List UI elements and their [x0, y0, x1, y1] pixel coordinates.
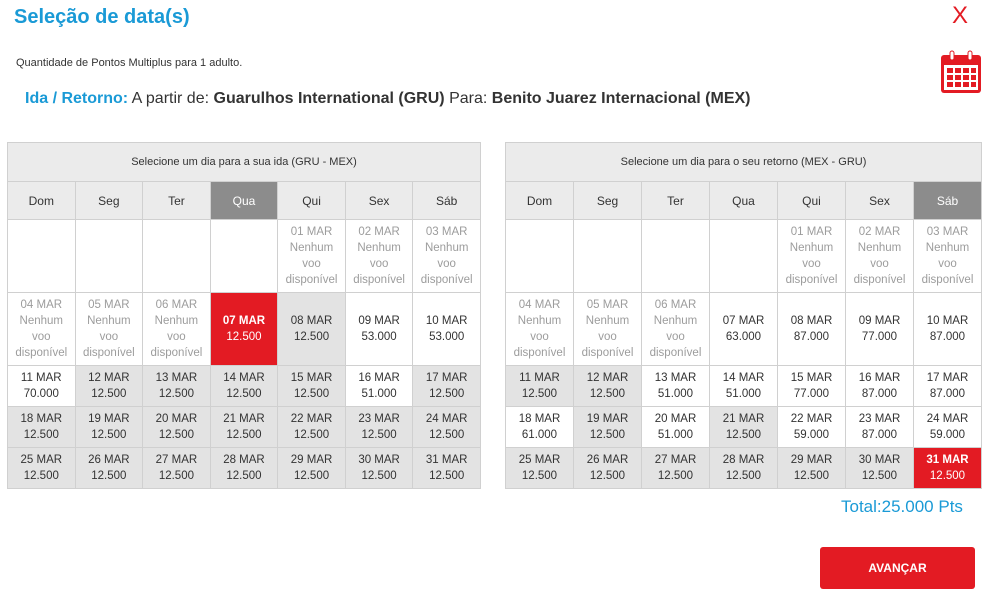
- day-points: 77.000: [793, 388, 830, 400]
- day-cell[interactable]: [846, 366, 914, 407]
- no-flight-text: voo: [369, 258, 389, 270]
- weekday-header: Sáb: [914, 182, 982, 220]
- day-cell[interactable]: [574, 407, 642, 448]
- weekday-header: Dom: [506, 182, 574, 220]
- route-info: [25, 90, 751, 108]
- day-date: 29 MAR: [290, 454, 333, 466]
- unavailable-day-cell: [846, 220, 914, 293]
- unavailable-day-cell: [278, 220, 346, 293]
- day-date: 11 MAR: [20, 372, 62, 384]
- day-cell[interactable]: [278, 448, 346, 489]
- day-date: 31 MAR: [425, 454, 468, 466]
- weekday-header: Ter: [642, 182, 710, 220]
- day-date: 10 MAR: [926, 315, 969, 327]
- day-date: 16 MAR: [358, 372, 400, 384]
- empty-day-cell: [710, 220, 778, 293]
- day-points: 12.500: [293, 429, 330, 441]
- weekday-header: Sex: [345, 182, 413, 220]
- day-date: 15 MAR: [290, 372, 333, 384]
- day-points: 51.000: [657, 388, 694, 400]
- day-date: 07 MAR: [222, 315, 266, 327]
- no-flight-text: disponível: [420, 274, 473, 286]
- day-date: 10 MAR: [425, 315, 468, 327]
- day-date: 23 MAR: [358, 413, 400, 425]
- day-date: 12 MAR: [88, 372, 130, 384]
- day-date: 30 MAR: [858, 454, 901, 466]
- day-cell[interactable]: [278, 293, 346, 366]
- day-cell[interactable]: [413, 407, 481, 448]
- weekday-header: Seg: [574, 182, 642, 220]
- weekday-header: Qua: [210, 182, 278, 220]
- no-flight-text: voo: [598, 331, 617, 343]
- unavailable-day-cell: [345, 220, 413, 293]
- no-flight-text: disponível: [150, 347, 203, 359]
- day-points: 59.000: [929, 429, 966, 441]
- day-points: 63.000: [725, 331, 762, 343]
- day-cell[interactable]: [846, 407, 914, 448]
- day-date: 08 MAR: [790, 315, 833, 327]
- day-date: 17 MAR: [425, 372, 468, 384]
- no-flight-text: voo: [437, 258, 456, 270]
- day-cell[interactable]: [143, 407, 211, 448]
- day-date: 02 MAR: [358, 226, 400, 238]
- day-points: 12.500: [23, 429, 59, 441]
- day-points: 12.500: [429, 470, 465, 482]
- day-cell[interactable]: [75, 407, 143, 448]
- empty-day-cell: [574, 220, 642, 293]
- no-flight-text: disponível: [82, 347, 135, 359]
- day-cell[interactable]: [914, 366, 982, 407]
- no-flight-text: voo: [32, 331, 51, 343]
- day-points: 87.000: [929, 331, 966, 343]
- day-date: 06 MAR: [155, 299, 198, 311]
- no-flight-text: voo: [99, 331, 119, 343]
- no-flight-text: disponível: [785, 274, 838, 286]
- day-cell[interactable]: [914, 293, 982, 366]
- day-date: 08 MAR: [290, 315, 333, 327]
- unavailable-day-cell: [143, 293, 211, 366]
- day-date: 27 MAR: [155, 454, 198, 466]
- day-date: 13 MAR: [155, 372, 198, 384]
- day-cell[interactable]: [210, 448, 278, 489]
- day-points: 77.000: [861, 331, 898, 343]
- weekday-header: Qua: [710, 182, 778, 220]
- no-flight-text: disponível: [353, 274, 405, 286]
- day-cell[interactable]: [413, 448, 481, 489]
- day-points: 12.500: [657, 470, 694, 482]
- no-flight-text: disponível: [921, 274, 974, 286]
- day-date: 21 MAR: [223, 413, 265, 425]
- day-date: 17 MAR: [926, 372, 969, 384]
- day-cell[interactable]: [778, 366, 846, 407]
- day-date: 09 MAR: [358, 315, 400, 327]
- day-points: 12.500: [429, 388, 465, 400]
- day-points: 12.500: [589, 470, 626, 482]
- day-points: 87.000: [793, 331, 830, 343]
- day-points: 59.000: [793, 429, 830, 441]
- day-date: 18 MAR: [518, 413, 561, 425]
- no-flight-text: Nenhum: [87, 315, 131, 327]
- day-date: 04 MAR: [518, 299, 561, 311]
- day-cell[interactable]: [710, 366, 778, 407]
- day-points: 12.500: [793, 470, 830, 482]
- day-date: 05 MAR: [88, 299, 130, 311]
- day-date: 14 MAR: [722, 372, 765, 384]
- day-points: 12.500: [589, 388, 626, 400]
- day-cell[interactable]: [710, 448, 778, 489]
- no-flight-text: voo: [530, 331, 549, 343]
- day-date: 25 MAR: [518, 454, 561, 466]
- day-points: 87.000: [861, 429, 898, 441]
- day-points: 51.000: [725, 388, 762, 400]
- day-points: 12.500: [725, 470, 762, 482]
- no-flight-text: disponível: [649, 347, 702, 359]
- page-title: Seleção de data(s): [14, 6, 190, 28]
- day-points: 12.500: [23, 470, 59, 482]
- day-points: 51.000: [361, 388, 397, 400]
- to-label: Para:: [449, 90, 488, 107]
- total-points: Total:25.000 Pts: [841, 497, 963, 516]
- no-flight-text: voo: [938, 258, 957, 270]
- empty-day-cell: [506, 220, 574, 293]
- no-flight-text: Nenhum: [424, 242, 469, 254]
- day-points: 12.500: [158, 470, 194, 482]
- no-flight-text: Nenhum: [517, 315, 562, 327]
- day-cell[interactable]: [506, 448, 574, 489]
- day-date: 03 MAR: [425, 226, 468, 238]
- day-cell[interactable]: [778, 293, 846, 366]
- day-date: 07 MAR: [722, 315, 765, 327]
- selected-day-cell[interactable]: [210, 293, 278, 366]
- day-date: 24 MAR: [926, 413, 969, 425]
- empty-day-cell: [8, 220, 76, 293]
- day-cell[interactable]: [914, 407, 982, 448]
- no-flight-text: disponível: [15, 347, 68, 359]
- day-cell[interactable]: [506, 407, 574, 448]
- day-cell[interactable]: [413, 366, 481, 407]
- weekday-header: Ter: [143, 182, 211, 220]
- weekday-header: Qui: [778, 182, 846, 220]
- day-cell[interactable]: [75, 366, 143, 407]
- day-points: 12.500: [158, 429, 194, 441]
- day-date: 26 MAR: [88, 454, 130, 466]
- day-points: 51.000: [657, 429, 694, 441]
- day-date: 16 MAR: [858, 372, 901, 384]
- day-date: 11 MAR: [519, 372, 560, 384]
- day-points: 12.500: [725, 429, 762, 441]
- calendar-title: Selecione um dia para o seu retorno (MEX - GRU): [506, 143, 982, 182]
- day-points: 12.500: [226, 331, 262, 343]
- day-date: 06 MAR: [654, 299, 697, 311]
- day-points: 12.500: [521, 388, 558, 400]
- day-cell[interactable]: [778, 407, 846, 448]
- no-flight-text: voo: [870, 258, 889, 270]
- weekday-header: Sáb: [413, 182, 481, 220]
- empty-day-cell: [75, 220, 143, 293]
- day-cell[interactable]: [778, 448, 846, 489]
- weekday-header: Qui: [278, 182, 346, 220]
- day-cell[interactable]: [143, 448, 211, 489]
- unavailable-day-cell: [8, 293, 76, 366]
- day-points: 12.500: [226, 388, 262, 400]
- empty-day-cell: [642, 220, 710, 293]
- day-cell[interactable]: [8, 366, 76, 407]
- day-points: 12.500: [429, 429, 465, 441]
- day-date: 09 MAR: [858, 315, 901, 327]
- empty-day-cell: [143, 220, 211, 293]
- unavailable-day-cell: [778, 220, 846, 293]
- unavailable-day-cell: [642, 293, 710, 366]
- day-points: 12.500: [91, 388, 127, 400]
- no-flight-text: Nenhum: [925, 242, 970, 254]
- no-flight-text: disponível: [853, 274, 906, 286]
- day-date: 02 MAR: [858, 226, 901, 238]
- day-date: 15 MAR: [790, 372, 833, 384]
- day-date: 24 MAR: [425, 413, 468, 425]
- day-points: 53.000: [361, 331, 397, 343]
- no-flight-text: Nenhum: [585, 315, 630, 327]
- day-points: 12.500: [589, 429, 626, 441]
- day-date: 30 MAR: [358, 454, 400, 466]
- unavailable-day-cell: [413, 220, 481, 293]
- day-date: 31 MAR: [926, 454, 969, 466]
- day-points: 12.500: [158, 388, 194, 400]
- from-label: A partir de:: [131, 90, 210, 107]
- destination-airport: Benito Juarez Internacional (MEX): [491, 90, 751, 107]
- route-label: Ida / Retorno:: [25, 90, 129, 107]
- weekday-header: Seg: [75, 182, 143, 220]
- day-points: 12.500: [293, 331, 330, 343]
- weekday-header: Dom: [8, 182, 76, 220]
- unavailable-day-cell: [914, 220, 982, 293]
- unavailable-day-cell: [75, 293, 143, 366]
- day-date: 01 MAR: [790, 226, 833, 238]
- no-flight-text: voo: [802, 258, 821, 270]
- empty-day-cell: [210, 220, 278, 293]
- day-date: 20 MAR: [155, 413, 198, 425]
- unavailable-day-cell: [574, 293, 642, 366]
- day-cell[interactable]: [345, 366, 413, 407]
- no-flight-text: disponível: [285, 274, 338, 286]
- points-subtitle: Quantidade de Pontos Multiplus para 1 adulto.: [16, 57, 243, 69]
- day-cell[interactable]: [710, 293, 778, 366]
- return-calendar: [505, 142, 982, 489]
- no-flight-text: Nenhum: [357, 242, 401, 254]
- day-cell[interactable]: [75, 448, 143, 489]
- day-cell[interactable]: [8, 448, 76, 489]
- day-date: 29 MAR: [790, 454, 833, 466]
- day-points: 12.500: [929, 470, 966, 482]
- day-date: 26 MAR: [586, 454, 629, 466]
- day-date: 05 MAR: [586, 299, 629, 311]
- day-cell[interactable]: [574, 448, 642, 489]
- day-cell[interactable]: [642, 407, 710, 448]
- day-points: 12.500: [293, 470, 330, 482]
- day-points: 53.000: [429, 331, 465, 343]
- calendar-icon[interactable]: [940, 50, 982, 94]
- day-date: 25 MAR: [20, 454, 63, 466]
- day-points: 70.000: [23, 388, 59, 400]
- day-points: 87.000: [929, 388, 966, 400]
- day-cell[interactable]: [345, 293, 413, 366]
- no-flight-text: voo: [302, 258, 321, 270]
- close-icon[interactable]: X: [952, 2, 969, 29]
- no-flight-text: Nenhum: [154, 315, 199, 327]
- day-date: 14 MAR: [223, 372, 265, 384]
- outbound-calendar: [7, 142, 481, 489]
- day-points: 12.500: [91, 429, 127, 441]
- day-points: 87.000: [861, 388, 898, 400]
- origin-airport: Guarulhos International (GRU): [213, 90, 445, 107]
- day-date: 22 MAR: [790, 413, 833, 425]
- day-date: 19 MAR: [586, 413, 629, 425]
- day-points: 12.500: [226, 429, 262, 441]
- day-cell[interactable]: [846, 293, 914, 366]
- day-points: 12.500: [361, 470, 397, 482]
- day-points: 12.500: [361, 429, 397, 441]
- day-cell[interactable]: [143, 366, 211, 407]
- no-flight-text: Nenhum: [789, 242, 834, 254]
- day-cell[interactable]: [345, 448, 413, 489]
- day-cell[interactable]: [506, 366, 574, 407]
- day-cell[interactable]: [345, 407, 413, 448]
- day-cell[interactable]: [8, 407, 76, 448]
- day-cell[interactable]: [574, 366, 642, 407]
- day-date: 18 MAR: [20, 413, 63, 425]
- day-cell[interactable]: [210, 366, 278, 407]
- day-cell[interactable]: [846, 448, 914, 489]
- calendar-title: Selecione um dia para a sua ida (GRU - MEX): [8, 143, 481, 182]
- day-points: 12.500: [226, 470, 262, 482]
- day-date: 19 MAR: [88, 413, 130, 425]
- day-date: 13 MAR: [654, 372, 697, 384]
- day-cell[interactable]: [642, 448, 710, 489]
- day-points: 12.500: [91, 470, 127, 482]
- no-flight-text: disponível: [513, 347, 566, 359]
- day-date: 28 MAR: [722, 454, 765, 466]
- day-date: 20 MAR: [654, 413, 697, 425]
- day-points: 12.500: [293, 388, 330, 400]
- day-date: 21 MAR: [722, 413, 765, 425]
- day-date: 04 MAR: [20, 299, 63, 311]
- no-flight-text: Nenhum: [19, 315, 64, 327]
- unavailable-day-cell: [506, 293, 574, 366]
- day-date: 03 MAR: [926, 226, 969, 238]
- advance-button[interactable]: AVANÇAR: [820, 547, 975, 589]
- day-cell[interactable]: [710, 407, 778, 448]
- weekday-header: Sex: [846, 182, 914, 220]
- day-date: 01 MAR: [290, 226, 333, 238]
- no-flight-text: Nenhum: [653, 315, 698, 327]
- day-points: 61.000: [521, 429, 558, 441]
- day-date: 28 MAR: [223, 454, 265, 466]
- no-flight-text: voo: [167, 331, 186, 343]
- day-date: 27 MAR: [654, 454, 697, 466]
- no-flight-text: voo: [666, 331, 685, 343]
- day-cell[interactable]: [210, 407, 278, 448]
- day-cell[interactable]: [278, 366, 346, 407]
- day-cell[interactable]: [413, 293, 481, 366]
- no-flight-text: Nenhum: [857, 242, 902, 254]
- day-cell[interactable]: [642, 366, 710, 407]
- day-points: 12.500: [521, 470, 558, 482]
- day-date: 23 MAR: [858, 413, 901, 425]
- no-flight-text: disponível: [581, 347, 634, 359]
- selected-day-cell[interactable]: [914, 448, 982, 489]
- day-date: 22 MAR: [290, 413, 333, 425]
- no-flight-text: Nenhum: [289, 242, 334, 254]
- day-date: 12 MAR: [586, 372, 629, 384]
- day-cell[interactable]: [278, 407, 346, 448]
- day-points: 12.500: [861, 470, 898, 482]
